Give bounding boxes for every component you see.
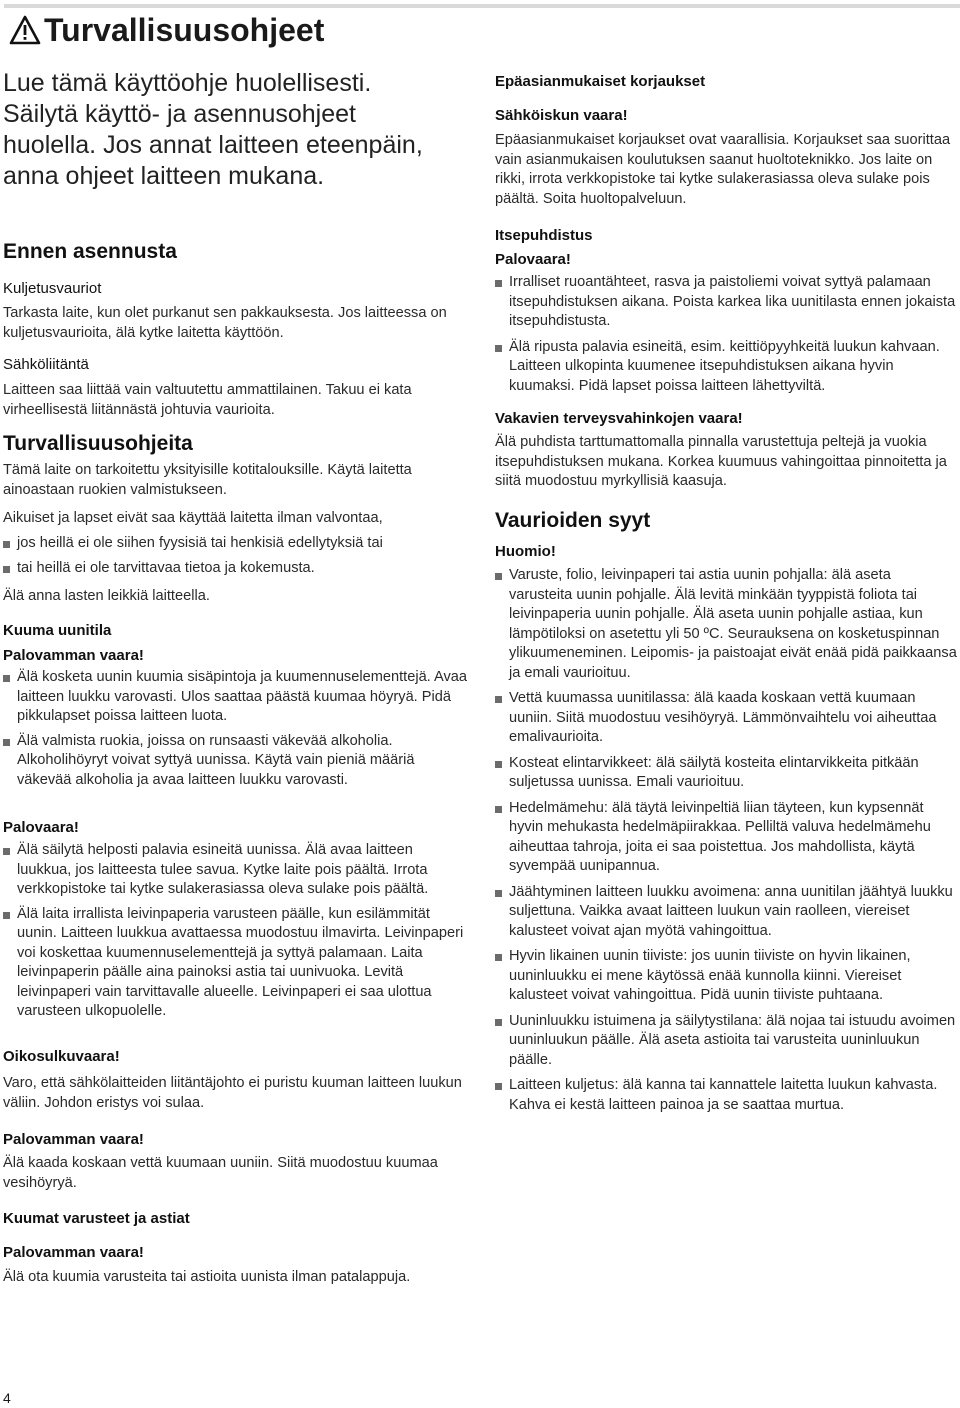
list-damage-causes bbox=[495, 566, 958, 1115]
heading-improper-repairs: Epäasianmukaiset korjaukset bbox=[495, 73, 706, 90]
heading-self-cleaning: Itsepuhdistus bbox=[495, 227, 593, 244]
title-bar bbox=[4, 0, 960, 52]
list-item: Älä laita irrallista leivinpaperia varusteen päälle, kun esilämmität uunin. Laitteen luukkua avattaessa muodostuu ilmavirta. Leivinpaperi voi koskettaa kuumennuselementtejä ja syttyä palamaan. Laita leivinpaperin päälle aina painoksi astia tai uunivuoka. Levitä leivinpaperi vain tarvittavalle alueelle. Leivinpaperi ei saa ulottua varusteen ulkopuolelle. bbox=[3, 905, 468, 1022]
paragraph-short-circuit: Varo, että sähkölaitteiden liitäntäjohto ei puristu kuuman laitteen luukun väliin. Johdon eristys voi sulaa. bbox=[3, 1075, 462, 1111]
section-heading-before-installation: Ennen asennusta bbox=[3, 240, 177, 263]
paragraph-accessories: Älä ota kuumia varusteita tai astioita uunista ilman patalappuja. bbox=[3, 1269, 411, 1285]
subheading-electrical-connection: Sähköliitäntä bbox=[3, 356, 89, 373]
list-item: Kosteat elintarvikkeet: älä säilytä kosteita elintarvikkeita pitkään suljetussa uunissa. Emali vaurioituu. bbox=[495, 754, 958, 793]
warning-electric-shock: Sähköiskun vaara! bbox=[495, 107, 628, 124]
paragraph-transport-damage: Tarkasta laite, kun olet purkanut sen pakkauksesta. Jos laitteessa on kuljetusvaurioita, älä kytke laitetta käyttöön. bbox=[3, 305, 447, 341]
section-heading-damage-causes: Vaurioiden syyt bbox=[495, 509, 651, 532]
paragraph-health-hazard: Älä puhdista tarttumattomalla pinnalla varustettuja peltejä ja vuokia itsepuhdistuksen mukana. Korkea kuumuus vahingoittaa pinnoitetta ja siitä muodostuu myrkyllisiä kaasuja. bbox=[495, 434, 947, 489]
warning-burn-1: Palovamman vaara! bbox=[3, 647, 144, 664]
intro-text: Lue tämä käyttöohje huolellisesti. Säilytä käyttö- ja asennusohjeet huolella. Jos annat laitteen eteenpäin, anna ohjeet laitteen mukana. bbox=[3, 69, 423, 190]
warning-burn-3: Palovamman vaara! bbox=[3, 1244, 144, 1261]
warning-short-circuit: Oikosulkuvaara! bbox=[3, 1048, 120, 1065]
list-item: Varuste, folio, leivinpaperi tai astia uunin pohjalla: älä aseta varusteita uunin pohjalle. Älä levitä minkään tyyppistä foliota tai leivinpaperia uunin pohjalle. Älä aseta uunin pohjalle astiaa, kun lämpötiloksi on asetettu yli 50 ºC. Seurauksena on kosketuspinnan ylikuumeneminen. Leipomis- ja paistoajat eivät enää pidä paikkaansa ja emali vaurioituu. bbox=[495, 566, 958, 683]
list-item: Hyvin likainen uunin tiiviste: jos uunin tiiviste on hyvin likainen, uuninluukku ei mene käytössä enää kunnolla kiinni. Viereiset kalusteet voivat vahingoittua. Pidä uunin tiiviste puhtaana. bbox=[495, 947, 958, 1006]
heading-hot-oven: Kuuma uunitila bbox=[3, 622, 112, 639]
subheading-transport-damage: Kuljetusvauriot bbox=[3, 280, 102, 297]
warning-triangle-icon bbox=[9, 14, 41, 46]
title-rule bbox=[4, 4, 960, 8]
paragraph-children: Älä anna lasten leikkiä laitteella. bbox=[3, 588, 210, 604]
note-attention: Huomio! bbox=[495, 543, 556, 560]
list-item: Älä kosketa uunin kuumia sisäpintoja ja kuumennuselementtejä. Avaa laitteen luukku varovasti. Ulos saattaa päästä kuumaa höyryä. Pidä pikkulapset poissa laitteen luota. bbox=[3, 668, 468, 727]
warning-fire-2: Palovaara! bbox=[495, 251, 571, 268]
page-title: Turvallisuusohjeet bbox=[44, 12, 325, 48]
paragraph-water: Älä kaada koskaan vettä kuumaan uuniin. Siitä muodostuu kuumaa vesihöyryä. bbox=[3, 1155, 438, 1191]
list-item: Hedelmämehu: älä täytä leivinpeltiä liian täyteen, kun kypsennät hyvin mehukasta hedelmäpiirakkaa. Pelliltä valuva hedelmämehu aiheuttaa tahroja, joita ei saa poistettua. Jos mahdollista, käytä syvempää uunipannua. bbox=[495, 799, 958, 877]
list-hot-oven bbox=[3, 668, 468, 790]
list-fire bbox=[3, 841, 468, 1022]
list-item: tai heillä ei ole tarvittavaa tietoa ja kokemusta. bbox=[3, 559, 468, 579]
warning-burn-2: Palovamman vaara! bbox=[3, 1131, 144, 1148]
list-item: jos heillä ei ole siihen fyysisiä tai henkisiä edellytyksiä tai bbox=[3, 534, 468, 554]
heading-health-hazard: Vakavien terveysvahinkojen vaara! bbox=[495, 410, 743, 427]
heading-hot-accessories: Kuumat varusteet ja astiat bbox=[3, 1210, 190, 1227]
paragraph-supervision: Aikuiset ja lapset eivät saa käyttää laitetta ilman valvontaa, bbox=[3, 510, 383, 526]
list-item: Vettä kuumassa uunitilassa: älä kaada koskaan vettä kuumaan uuniin. Siitä muodostuu vesihöyryä. Lämmönvaihtelu voi aiheuttaa emalivaurioita. bbox=[495, 689, 958, 748]
list-item: Älä valmista ruokia, joissa on runsaasti väkevää alkoholia. Alkoholihöyryt voivat syttyä uunissa. Käytä vain pieniä määriä väkevää alkoholia ja avaa laitteen luukku varovasti. bbox=[3, 732, 468, 791]
paragraph-electrical-connection: Laitteen saa liittää vain valtuutettu ammattilainen. Takuu ei kata virheellisestä liitännästä johtuvia vaurioita. bbox=[3, 382, 412, 418]
list-item: Irralliset ruoantähteet, rasva ja paistoliemi voivat syttyä palamaan itsepuhdistuksen aikana. Poista karkea lika uunitilasta ennen jokaista itsepuhdistusta. bbox=[495, 273, 958, 332]
list-supervision bbox=[3, 534, 468, 578]
list-item: Uuninluukku istuimena ja säilytystilana: älä nojaa tai istuudu avoimen uuninluukun päälle. Älä aseta astioita tai varusteita uuninluukun päälle. bbox=[495, 1012, 958, 1071]
paragraph-intended-use: Tämä laite on tarkoitettu yksityisille kotitalouksille. Käytä laitetta ainoastaan ruokien valmistukseen. bbox=[3, 462, 412, 498]
list-item: Älä ripusta palavia esineitä, esim. keittiöpyyhkeitä luukun kahvaan. Laitteen ulkopinta kuumenee itsepuhdistuksen aikana hyvin kuumaksi. Pidä lapset poissa laitteen lähettyviltä. bbox=[495, 338, 958, 397]
page-number: 4 bbox=[3, 1390, 11, 1406]
list-self-cleaning bbox=[495, 273, 958, 396]
list-item: Laitteen kuljetus: älä kanna tai kannattele laitetta luukun kahvasta. Kahva ei kestä laitteen painoa ja se saattaa murtua. bbox=[495, 1076, 958, 1115]
section-heading-safety-instructions: Turvallisuusohjeita bbox=[3, 432, 193, 455]
warning-fire-1: Palovaara! bbox=[3, 819, 79, 836]
list-item: Jäähtyminen laitteen luukku avoimena: anna uunitilan jäähtyä luukku suljettuna. Vaikka avaat laitteen luukun vain raolleen, viereiset kalusteet voivat ajan myötä vahingoittua. bbox=[495, 883, 958, 942]
paragraph-repairs: Epäasianmukaiset korjaukset ovat vaarallisia. Korjaukset saa suorittaa vain asianmukaisen koulutuksen saanut huoltoteknikko. Jos laite on rikki, irrota verkkopistoke tai kytke sulakerasiassa oleva sulake pois päältä. Soita huoltopalveluun. bbox=[495, 132, 951, 207]
list-item: Älä säilytä helposti palavia esineitä uunissa. Älä avaa laitteen luukkua, jos laitteesta tulee savua. Kytke laite pois päältä. Irrota verkkopistoke tai kytke sulakerasiassa oleva sulake pois päältä. bbox=[3, 841, 468, 900]
